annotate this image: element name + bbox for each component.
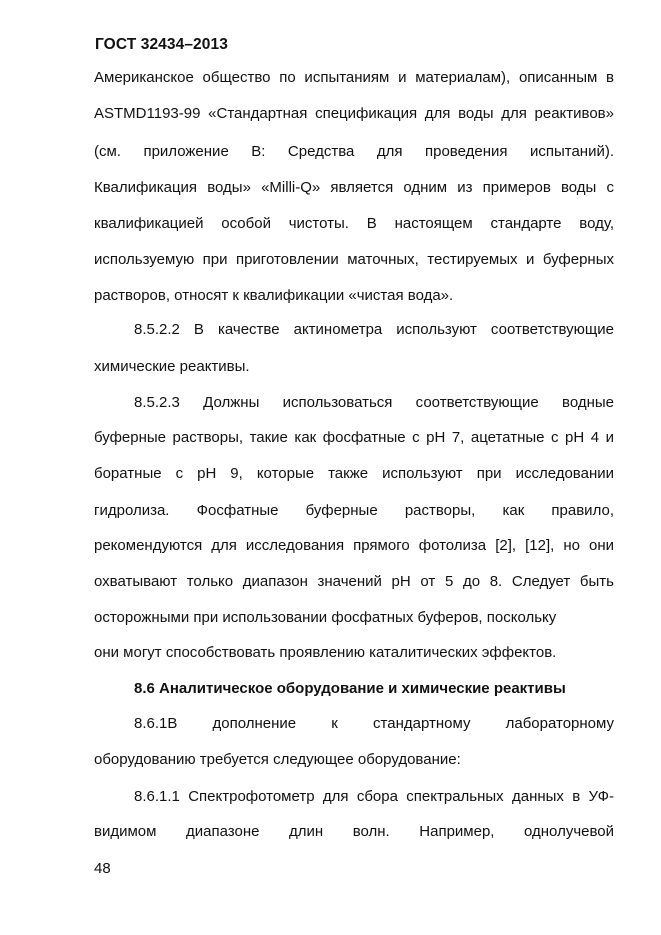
text-line: рекомендуются для исследования прямого фотолиза [2], [12], но они (94, 537, 614, 554)
text-line: они могут способствовать проявлению каталитических эффектов. (94, 644, 557, 661)
text-line: используемую при приготовлении маточных, тестируемых и буферных (94, 251, 614, 268)
text-line: ASTMD1193-99 «Стандартная спецификация для воды для реактивов» (94, 105, 614, 122)
text-line: осторожными при использовании фосфатных буферов, поскольку (94, 609, 557, 626)
text-line: Американское общество по испытаниям и материалам), описанным в (94, 69, 614, 86)
text-line: видимом диапазоне длин волн. Например, однолучевой (94, 823, 614, 840)
text-line: буферные растворы, такие как фосфатные с рН 7, ацетатные с рН 4 и (94, 429, 614, 446)
text-line: Квалификация воды» «Milli-Q» является одним из примеров воды с (94, 179, 614, 196)
page-number: 48 (94, 860, 111, 877)
text-line: оборудованию требуется следующее оборудование: (94, 751, 461, 768)
paragraph-8-5-2-3: 8.5.2.3 Должны использоваться соответствующие водные (134, 394, 614, 411)
document-code: ГОСТ 32434–2013 (95, 36, 228, 53)
paragraph-8-6-1: 8.6.1В дополнение к стандартному лабораторному (134, 715, 614, 732)
text-line: гидролиза. Фосфатные буферные растворы, как правило, (94, 502, 614, 519)
text-line: квалификацией особой чистоты. В настоящем стандарте воду, (94, 215, 614, 232)
text-line: химические реактивы. (94, 358, 250, 375)
section-heading-8-6: 8.6 Аналитическое оборудование и химические реактивы (134, 680, 566, 697)
text-line: растворов, относят к квалификации «чистая вода». (94, 287, 454, 304)
paragraph-8-6-1-1: 8.6.1.1 Спектрофотометр для сбора спектральных данных в УФ- (134, 788, 614, 805)
text-line: (см. приложение В: Средства для проведения испытаний). (94, 143, 614, 160)
text-line: боратные с рН 9, которые также используют при исследовании (94, 465, 614, 482)
paragraph-8-5-2-2: 8.5.2.2 В качестве актинометра используют соответствующие (134, 321, 614, 338)
text-line: охватывают только диапазон значений рН от 5 до 8. Следует быть (94, 573, 614, 590)
